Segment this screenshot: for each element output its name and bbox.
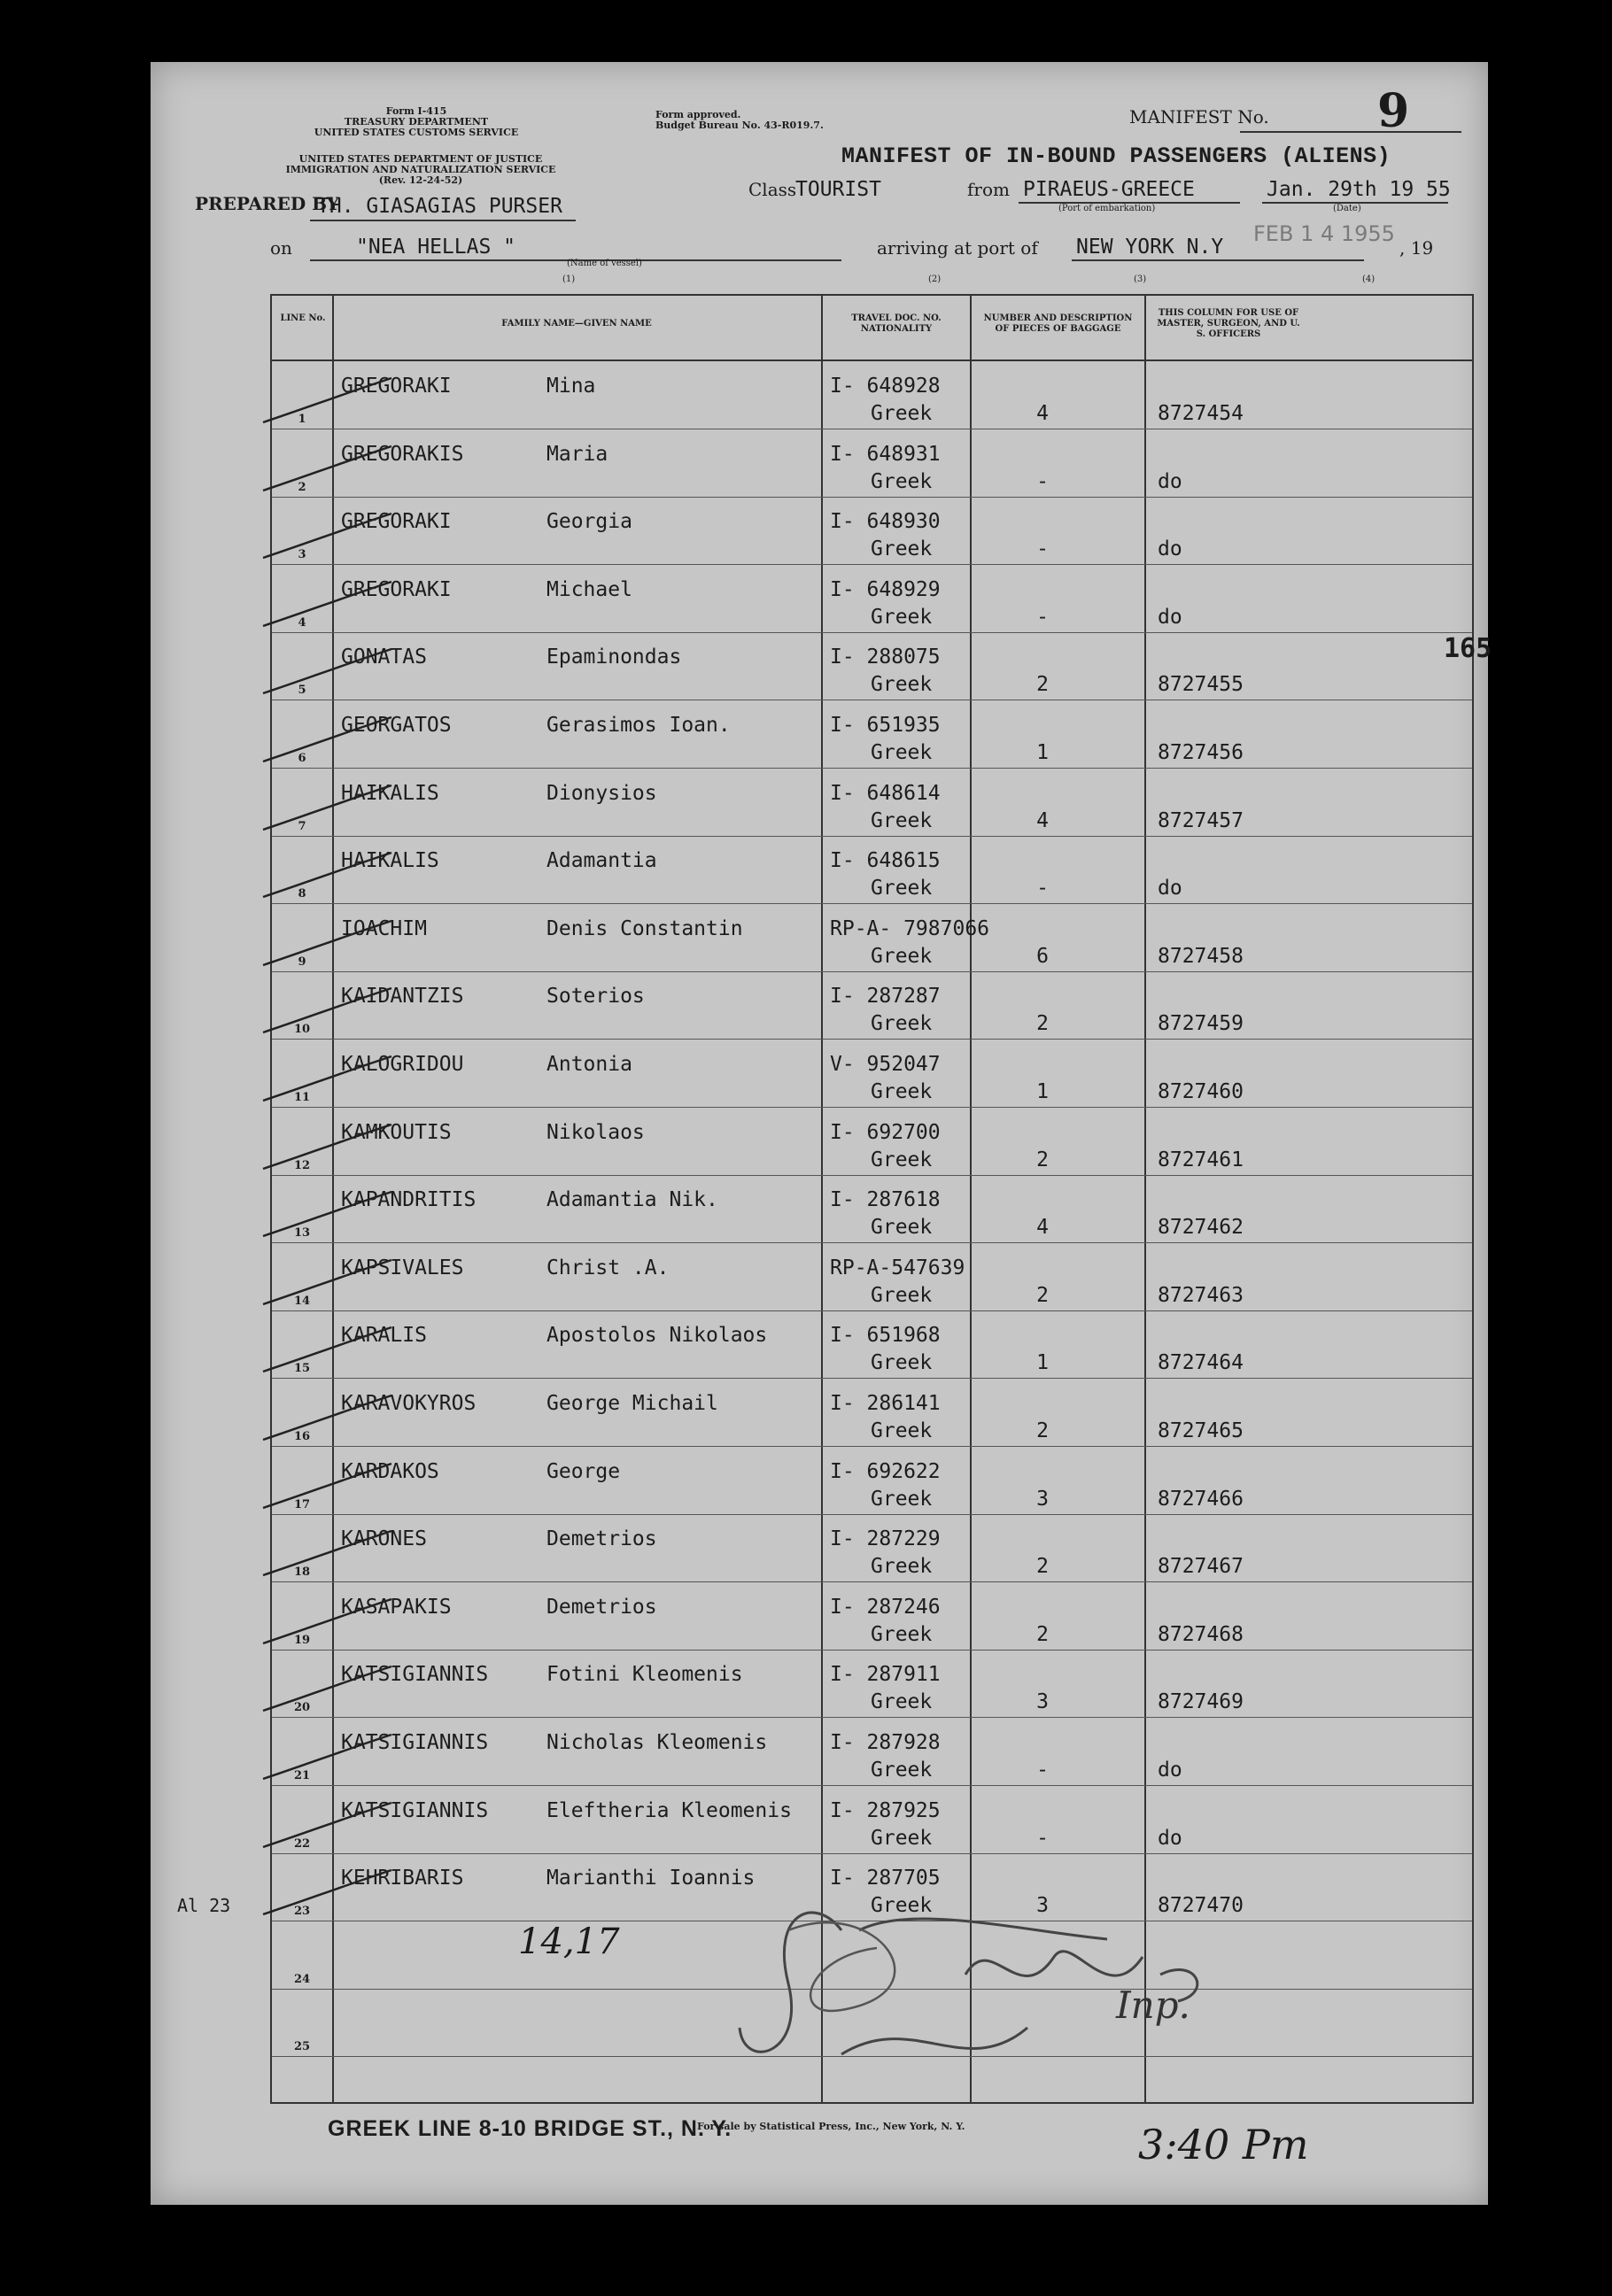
family-name: GREGORAKI bbox=[341, 375, 452, 398]
family-name: IOACHIM bbox=[341, 916, 427, 940]
arrival-stamp: FEB 1 4 1955 bbox=[1253, 221, 1395, 246]
passenger-table bbox=[270, 294, 1474, 2104]
nationality: Greek bbox=[871, 1283, 933, 1307]
nationality: Greek bbox=[871, 1759, 933, 1782]
baggage-count: 2 bbox=[1036, 1012, 1049, 1036]
travel-doc-number: I- 287246 bbox=[830, 1595, 941, 1619]
travel-doc-number: I- 287925 bbox=[830, 1798, 941, 1822]
line-number: 2 bbox=[298, 480, 306, 494]
table-row bbox=[272, 361, 1472, 429]
form-number: Form I-415 bbox=[385, 105, 447, 117]
family-name: KEHRIBARIS bbox=[341, 1867, 464, 1890]
manifest-label: MANIFEST No. bbox=[1129, 106, 1269, 128]
nationality: Greek bbox=[871, 605, 933, 629]
family-name: KATSIGIANNIS bbox=[341, 1663, 489, 1687]
nationality: Greek bbox=[871, 1487, 933, 1511]
baggage-count: 3 bbox=[1036, 1894, 1049, 1918]
officer-entry: do bbox=[1158, 1826, 1182, 1850]
family-name: GREGORAKI bbox=[341, 510, 452, 534]
baggage-count: - bbox=[1036, 877, 1049, 901]
family-name: KAMKOUTIS bbox=[341, 1120, 452, 1144]
travel-doc-number: I- 287928 bbox=[830, 1731, 941, 1754]
given-name: Denis Constantin bbox=[546, 916, 743, 940]
officer-entry: 8727467 bbox=[1158, 1555, 1244, 1579]
line-number: 4 bbox=[298, 615, 306, 630]
rev-line: (Rev. 12-24-52) bbox=[378, 174, 463, 186]
officer-entry: 8727454 bbox=[1158, 402, 1244, 425]
line-number: 7 bbox=[298, 819, 306, 833]
officer-entry: 8727470 bbox=[1158, 1894, 1244, 1918]
vessel-caption: (Name of vessel) bbox=[567, 259, 642, 268]
given-name: Mina bbox=[546, 375, 596, 398]
nationality: Greek bbox=[871, 402, 933, 425]
baggage-count: 2 bbox=[1036, 1555, 1049, 1579]
baggage-count: 1 bbox=[1036, 1351, 1049, 1375]
officer-entry: 8727469 bbox=[1158, 1690, 1244, 1714]
line-number: 20 bbox=[293, 1701, 311, 1715]
line-number: 5 bbox=[298, 684, 306, 698]
family-name: KALOGRIDOU bbox=[341, 1053, 464, 1076]
family-name: KARDAKOS bbox=[341, 1459, 439, 1483]
table-row bbox=[272, 1650, 1472, 1718]
inspector-signature bbox=[735, 1877, 1231, 2090]
baggage-count: 6 bbox=[1036, 944, 1049, 968]
nationality: Greek bbox=[871, 1419, 933, 1442]
travel-doc-number: I- 287618 bbox=[830, 1188, 941, 1212]
family-name: KASAPAKIS bbox=[341, 1595, 452, 1619]
given-name: Demetrios bbox=[546, 1527, 657, 1551]
nationality: Greek bbox=[871, 469, 933, 493]
nationality: Greek bbox=[871, 944, 933, 968]
given-name: Georgia bbox=[546, 510, 632, 534]
line-number: 16 bbox=[293, 1430, 311, 1443]
al-note: Al 23 bbox=[177, 1895, 231, 1916]
given-name: Adamantia bbox=[546, 849, 657, 873]
given-name: Antonia bbox=[546, 1053, 632, 1076]
given-name: Demetrios bbox=[546, 1595, 657, 1619]
travel-doc-number: I- 287705 bbox=[830, 1867, 941, 1890]
table-row bbox=[272, 497, 1472, 565]
officer-entry: 8727468 bbox=[1158, 1622, 1244, 1646]
vessel-name: "NEA HELLAS " bbox=[356, 236, 516, 259]
officer-entry: do bbox=[1158, 605, 1182, 629]
line-number: 1 bbox=[298, 413, 306, 426]
baggage-count: 3 bbox=[1036, 1690, 1049, 1714]
line-number: 14 bbox=[293, 1294, 311, 1308]
given-name: George bbox=[546, 1459, 621, 1483]
table-row bbox=[272, 769, 1472, 837]
form-approved bbox=[655, 110, 824, 131]
given-name: Marianthi Ioannis bbox=[546, 1867, 756, 1890]
officer-entry: 8727460 bbox=[1158, 1080, 1244, 1103]
family-name: KAPSIVALES bbox=[341, 1256, 464, 1279]
ins-line: IMMIGRATION AND NATURALIZATION SERVICE bbox=[285, 164, 556, 175]
line-number: 23 bbox=[293, 1905, 311, 1919]
travel-doc-number: I- 648928 bbox=[830, 375, 941, 398]
given-name: Apostolos Nikolaos bbox=[546, 1324, 768, 1348]
manifest-number: 9 bbox=[1377, 84, 1410, 138]
doj-block bbox=[275, 154, 567, 186]
nationality: Greek bbox=[871, 1690, 933, 1714]
prepared-by-label: PREPARED BY bbox=[195, 193, 340, 214]
line-number: 18 bbox=[293, 1565, 311, 1580]
officer-entry: do bbox=[1158, 469, 1182, 493]
class-value: TOURIST bbox=[795, 178, 881, 201]
nationality: Greek bbox=[871, 1555, 933, 1579]
table-row bbox=[272, 904, 1472, 972]
col-marker-1: (1) bbox=[562, 274, 576, 284]
given-name: Eleftheria Kleomenis bbox=[546, 1798, 792, 1822]
hand-note: 14,17 bbox=[518, 1921, 620, 1962]
officer-entry: do bbox=[1158, 537, 1182, 561]
nationality: Greek bbox=[871, 673, 933, 697]
punch-hole bbox=[43, 1638, 83, 1691]
line-number: 13 bbox=[293, 1226, 311, 1241]
travel-doc-number: I- 651968 bbox=[830, 1324, 941, 1348]
on-label: on bbox=[270, 237, 292, 259]
officer-entry: 8727465 bbox=[1158, 1419, 1244, 1442]
travel-doc-number: V- 952047 bbox=[830, 1053, 941, 1076]
col-marker-4: (4) bbox=[1362, 274, 1376, 284]
table-row bbox=[272, 1379, 1472, 1447]
given-name: George Michail bbox=[546, 1392, 718, 1415]
baggage-count: 1 bbox=[1036, 741, 1049, 764]
table-row bbox=[272, 429, 1472, 498]
line-number: 8 bbox=[298, 887, 306, 901]
header-name: FAMILY NAME—GIVEN NAME bbox=[501, 319, 652, 329]
baggage-count: 4 bbox=[1036, 808, 1049, 832]
given-name: Michael bbox=[546, 577, 632, 601]
prepared-by-value: TH. GIASAGIAS PURSER bbox=[317, 195, 562, 218]
table-row bbox=[272, 1243, 1472, 1311]
punch-hole bbox=[43, 1381, 83, 1434]
baggage-count: 2 bbox=[1036, 673, 1049, 697]
year-suffix: , 19 bbox=[1399, 237, 1434, 259]
table-row bbox=[272, 1514, 1472, 1582]
given-name: Dionysios bbox=[546, 781, 657, 805]
given-name: Fotini Kleomenis bbox=[546, 1663, 743, 1687]
table-row bbox=[272, 1582, 1472, 1650]
time-note: 3:40 Pm bbox=[1138, 2121, 1309, 2168]
nationality: Greek bbox=[871, 1894, 933, 1918]
given-name: Nikolaos bbox=[546, 1120, 645, 1144]
nationality: Greek bbox=[871, 877, 933, 901]
table-row bbox=[272, 632, 1472, 700]
officer-entry: 8727455 bbox=[1158, 673, 1244, 697]
family-name: KAIDANTZIS bbox=[341, 985, 464, 1009]
manifest-date: Jan. 29th 19 55 bbox=[1267, 178, 1451, 201]
travel-doc-number: I- 648930 bbox=[830, 510, 941, 534]
table-row bbox=[272, 1718, 1472, 1786]
arrival-port: NEW YORK N.Y bbox=[1076, 236, 1224, 259]
family-name: GEORGATOS bbox=[341, 714, 452, 737]
officer-entry: 8727461 bbox=[1158, 1148, 1244, 1171]
travel-doc-number: I- 288075 bbox=[830, 646, 941, 669]
line-number: 21 bbox=[293, 1769, 311, 1782]
table-row bbox=[272, 1175, 1472, 1243]
family-name: KATSIGIANNIS bbox=[341, 1731, 489, 1754]
header-travel-doc: TRAVEL DOC. NO. NATIONALITY bbox=[851, 313, 942, 334]
signature-note: Inp. bbox=[1116, 1983, 1190, 2027]
form-approved-line: Form approved. bbox=[655, 109, 741, 120]
travel-doc-number: I- 648931 bbox=[830, 442, 941, 466]
col-marker-2: (2) bbox=[928, 274, 942, 284]
given-name: Maria bbox=[546, 442, 608, 466]
port-embarkation: PIRAEUS-GREECE bbox=[1023, 178, 1195, 201]
officer-entry: 8727459 bbox=[1158, 1012, 1244, 1036]
given-name: Soterios bbox=[546, 985, 645, 1009]
baggage-count: 2 bbox=[1036, 1148, 1049, 1171]
given-name: Epaminondas bbox=[546, 646, 682, 669]
table-row bbox=[272, 700, 1472, 769]
family-name: HAIKALIS bbox=[341, 849, 439, 873]
line-number: 17 bbox=[293, 1497, 311, 1511]
doj-line: UNITED STATES DEPARTMENT OF JUSTICE bbox=[298, 153, 543, 165]
travel-doc-number: I- 648615 bbox=[830, 849, 941, 873]
baggage-count: - bbox=[1036, 1759, 1049, 1782]
baggage-count: 4 bbox=[1036, 402, 1049, 425]
baggage-count: 2 bbox=[1036, 1419, 1049, 1442]
baggage-count: - bbox=[1036, 605, 1049, 629]
family-name: KATSIGIANNIS bbox=[341, 1798, 489, 1822]
family-name: KARONES bbox=[341, 1527, 427, 1551]
table-row bbox=[272, 1786, 1472, 1854]
arriving-label: arriving at port of bbox=[877, 237, 1038, 259]
manifest-page bbox=[151, 62, 1492, 2205]
travel-doc-number: I- 692622 bbox=[830, 1459, 941, 1483]
travel-doc-number: RP-A- 7987066 bbox=[830, 916, 990, 940]
officer-entry: 8727456 bbox=[1158, 741, 1244, 764]
col-marker-3: (3) bbox=[1134, 274, 1147, 284]
table-row bbox=[272, 1310, 1472, 1379]
given-name: Christ .A. bbox=[546, 1256, 670, 1279]
nationality: Greek bbox=[871, 1080, 933, 1103]
travel-doc-number: I- 287287 bbox=[830, 985, 941, 1009]
officer-entry: 8727464 bbox=[1158, 1351, 1244, 1375]
nationality: Greek bbox=[871, 1351, 933, 1375]
nationality: Greek bbox=[871, 1012, 933, 1036]
family-name: GREGORAKI bbox=[341, 577, 452, 601]
line-number: 9 bbox=[298, 955, 306, 969]
officer-entry: do bbox=[1158, 1759, 1182, 1782]
family-name: KARALIS bbox=[341, 1324, 427, 1348]
footer-sale: For sale by Statistical Press, Inc., New York, N. Y. bbox=[697, 2121, 965, 2132]
travel-doc-number: I- 287229 bbox=[830, 1527, 941, 1551]
family-name: GREGORAKIS bbox=[341, 442, 464, 466]
nationality: Greek bbox=[871, 1622, 933, 1646]
baggage-count: 2 bbox=[1036, 1622, 1049, 1646]
table-row bbox=[272, 971, 1472, 1040]
officer-entry: 8727458 bbox=[1158, 944, 1244, 968]
family-name: HAIKALIS bbox=[341, 781, 439, 805]
baggage-count: 2 bbox=[1036, 1283, 1049, 1307]
travel-doc-number: I- 648614 bbox=[830, 781, 941, 805]
punch-hole bbox=[43, 744, 83, 797]
from-label: from bbox=[967, 179, 1010, 200]
nationality: Greek bbox=[871, 741, 933, 764]
treasury-dept: TREASURY DEPARTMENT bbox=[344, 116, 489, 128]
date-caption: (Date) bbox=[1333, 204, 1361, 213]
table-row bbox=[272, 1108, 1472, 1176]
punch-hole bbox=[43, 2010, 83, 2063]
table-row bbox=[272, 1447, 1472, 1515]
footer-printer: GREEK LINE 8-10 BRIDGE ST., N. Y. bbox=[328, 2116, 732, 2141]
travel-doc-number: I- 651935 bbox=[830, 714, 941, 737]
baggage-count: 3 bbox=[1036, 1487, 1049, 1511]
nationality: Greek bbox=[871, 1216, 933, 1240]
given-name: Nicholas Kleomenis bbox=[546, 1731, 768, 1754]
baggage-count: 1 bbox=[1036, 1080, 1049, 1103]
baggage-count: - bbox=[1036, 469, 1049, 493]
family-name: GONATAS bbox=[341, 646, 427, 669]
officer-entry: 8727457 bbox=[1158, 808, 1244, 832]
line-number: 15 bbox=[293, 1362, 311, 1376]
officer-entry: 8727462 bbox=[1158, 1216, 1244, 1240]
baggage-count: 4 bbox=[1036, 1216, 1049, 1240]
nationality: Greek bbox=[871, 1148, 933, 1171]
table-row bbox=[272, 565, 1472, 633]
form-block bbox=[310, 106, 523, 138]
header-line-no: LINE No. bbox=[280, 313, 326, 323]
baggage-count: - bbox=[1036, 1826, 1049, 1850]
travel-doc-number: I- 286141 bbox=[830, 1392, 941, 1415]
nationality: Greek bbox=[871, 1826, 933, 1850]
officer-entry: do bbox=[1158, 877, 1182, 901]
line-number: 12 bbox=[293, 1158, 311, 1172]
table-row bbox=[272, 1040, 1472, 1108]
customs-service: UNITED STATES CUSTOMS SERVICE bbox=[314, 127, 519, 138]
officer-entry: 8727466 bbox=[1158, 1487, 1244, 1511]
line-number: 11 bbox=[293, 1091, 311, 1104]
budget-bureau-line: Budget Bureau No. 43-R019.7. bbox=[655, 120, 824, 131]
class-label: Class bbox=[748, 179, 797, 200]
header-officers: THIS COLUMN FOR USE OF MASTER, SURGEON, AND U. S. OFFICERS bbox=[1157, 308, 1300, 339]
travel-doc-number: I- 648929 bbox=[830, 577, 941, 601]
margin-number: 165 bbox=[1444, 633, 1492, 664]
nationality: Greek bbox=[871, 808, 933, 832]
line-number: 19 bbox=[293, 1633, 311, 1647]
given-name: Adamantia Nik. bbox=[546, 1188, 718, 1212]
line-number: 22 bbox=[293, 1836, 311, 1851]
given-name: Gerasimos Ioan. bbox=[546, 714, 731, 737]
family-name: KARAVOKYROS bbox=[341, 1392, 477, 1415]
travel-doc-number: RP-A-547639 bbox=[830, 1256, 965, 1279]
punch-hole bbox=[43, 266, 83, 319]
punch-hole bbox=[43, 531, 83, 584]
port-caption: (Port of embarkation) bbox=[1058, 204, 1156, 213]
nationality: Greek bbox=[871, 537, 933, 561]
travel-doc-number: I- 692700 bbox=[830, 1120, 941, 1144]
line-number: 10 bbox=[293, 1023, 311, 1037]
baggage-count: - bbox=[1036, 537, 1049, 561]
officer-entry: 8727463 bbox=[1158, 1283, 1244, 1307]
punch-hole bbox=[43, 434, 83, 487]
family-name: KAPANDRITIS bbox=[341, 1188, 477, 1212]
line-number: 24 bbox=[293, 1972, 311, 1986]
page-title: MANIFEST OF IN-BOUND PASSENGERS (ALIENS) bbox=[841, 143, 1391, 169]
line-number: 6 bbox=[298, 752, 306, 765]
travel-doc-number: I- 287911 bbox=[830, 1663, 941, 1687]
line-number: 25 bbox=[293, 2040, 311, 2054]
line-number: 3 bbox=[298, 548, 306, 562]
table-row bbox=[272, 836, 1472, 904]
header-baggage: NUMBER AND DESCRIPTION OF PIECES OF BAGGAGE bbox=[983, 313, 1133, 334]
